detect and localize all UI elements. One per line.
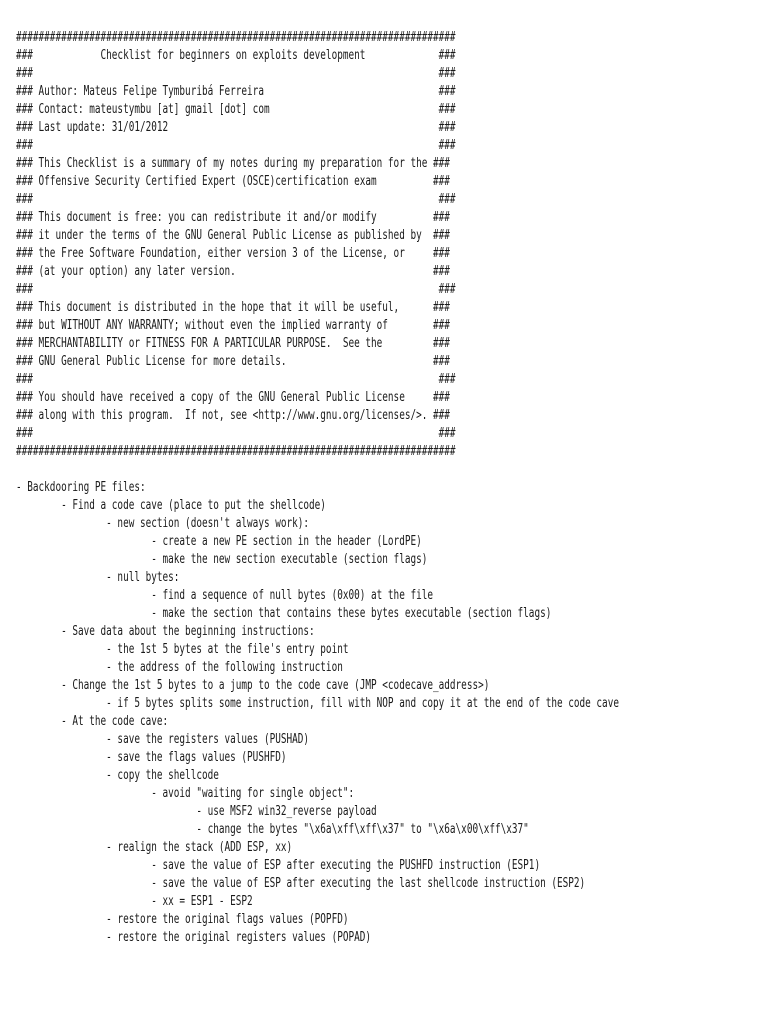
- checklist-line-27: - restore the original registers values (POPAD): [16, 930, 372, 945]
- header-line-5: ### Contact: mateustymbu [at] gmail [dot] com ###: [16, 102, 456, 117]
- header-line-20: ### ###: [16, 372, 456, 387]
- header-line-16: ### This document is distributed in the hope that it will be useful, ###: [16, 300, 450, 315]
- header-line-15: ### ###: [16, 282, 456, 297]
- checklist-line-20: - use MSF2 win32_reverse payload: [16, 804, 377, 819]
- header-line-21: ### You should have received a copy of the GNU General Public License ###: [16, 390, 450, 405]
- header-line-24: ##############################################################################: [16, 444, 456, 459]
- header-line-18: ### MERCHANTABILITY or FITNESS FOR A PARTICULAR PURPOSE. See the ###: [16, 336, 450, 351]
- header-line-10: ### ###: [16, 192, 456, 207]
- checklist-line-14: - if 5 bytes splits some instruction, fill with NOP and copy it at the end of the code cave: [16, 696, 619, 711]
- header-line-12: ### it under the terms of the GNU General Public License as published by ###: [16, 228, 450, 243]
- header-line-22: ### along with this program. If not, see <http://www.gnu.org/licenses/>. ###: [16, 408, 450, 423]
- header-line-11: ### This document is free: you can redistribute it and/or modify ###: [16, 210, 450, 225]
- checklist-line-15: - At the code cave:: [16, 714, 169, 729]
- checklist-line-16: - save the registers values (PUSHAD): [16, 732, 310, 747]
- checklist-line-13: - Change the 1st 5 bytes to a jump to the code cave (JMP <codecave_address>): [16, 678, 490, 693]
- header-line-6: ### Last update: 31/01/2012 ###: [16, 120, 456, 135]
- checklist-line-9: - make the section that contains these bytes executable (section flags): [16, 606, 552, 621]
- header-line-9: ### Offensive Security Certified Expert (OSCE)certification exam ###: [16, 174, 450, 189]
- header-line-4: ### Author: Mateus Felipe Tymburibá Ferreira ###: [16, 84, 456, 99]
- checklist-line-6: - make the new section executable (section flags): [16, 552, 428, 567]
- header-line-3: ### ###: [16, 66, 456, 81]
- checklist-line-4: - new section (doesn't always work):: [16, 516, 310, 531]
- header-line-1: ##############################################################################: [16, 30, 456, 45]
- header-line-17: ### but WITHOUT ANY WARRANTY; without even the implied warranty of ###: [16, 318, 450, 333]
- checklist-line-18: - copy the shellcode: [16, 768, 219, 783]
- checklist-line-12: - the address of the following instruction: [16, 660, 343, 675]
- checklist-line-19: - avoid "waiting for single object":: [16, 786, 355, 801]
- checklist-line-7: - null bytes:: [16, 570, 180, 585]
- checklist-line-5: - create a new PE section in the header (LordPE): [16, 534, 422, 549]
- header-line-7: ### ###: [16, 138, 456, 153]
- header-line-14: ### (at your option) any later version. ###: [16, 264, 450, 279]
- header-line-2: ### Checklist for beginners on exploits development ###: [16, 48, 456, 63]
- checklist-line-21: - change the bytes "\x6a\xff\xff\x37" to "\x6a\x00\xff\x37": [16, 822, 529, 837]
- header-line-8: ### This Checklist is a summary of my notes during my preparation for the ###: [16, 156, 450, 171]
- checklist-line-23: - save the value of ESP after executing the PUSHFD instruction (ESP1): [16, 858, 541, 873]
- checklist-line-8: - find a sequence of null bytes (0x00) at the file: [16, 588, 434, 603]
- checklist-line-22: - realign the stack (ADD ESP, xx): [16, 840, 293, 855]
- checklist-line-25: - xx = ESP1 - ESP2: [16, 894, 253, 909]
- checklist-line-26: - restore the original flags values (POPFD): [16, 912, 349, 927]
- checklist-line-3: - Find a code cave (place to put the shellcode): [16, 498, 326, 513]
- header-line-23: ### ###: [16, 426, 456, 441]
- checklist-line-17: - save the flags values (PUSHFD): [16, 750, 287, 765]
- header-line-19: ### GNU General Public License for more details. ###: [16, 354, 450, 369]
- checklist-line-2: - Backdooring PE files:: [16, 480, 146, 495]
- checklist-line-24: - save the value of ESP after executing the last shellcode instruction (ESP2): [16, 876, 586, 891]
- checklist-line-11: - the 1st 5 bytes at the file's entry point: [16, 642, 349, 657]
- header-line-13: ### the Free Software Foundation, either version 3 of the License, or ###: [16, 246, 450, 261]
- checklist-line-10: - Save data about the beginning instructions:: [16, 624, 315, 639]
